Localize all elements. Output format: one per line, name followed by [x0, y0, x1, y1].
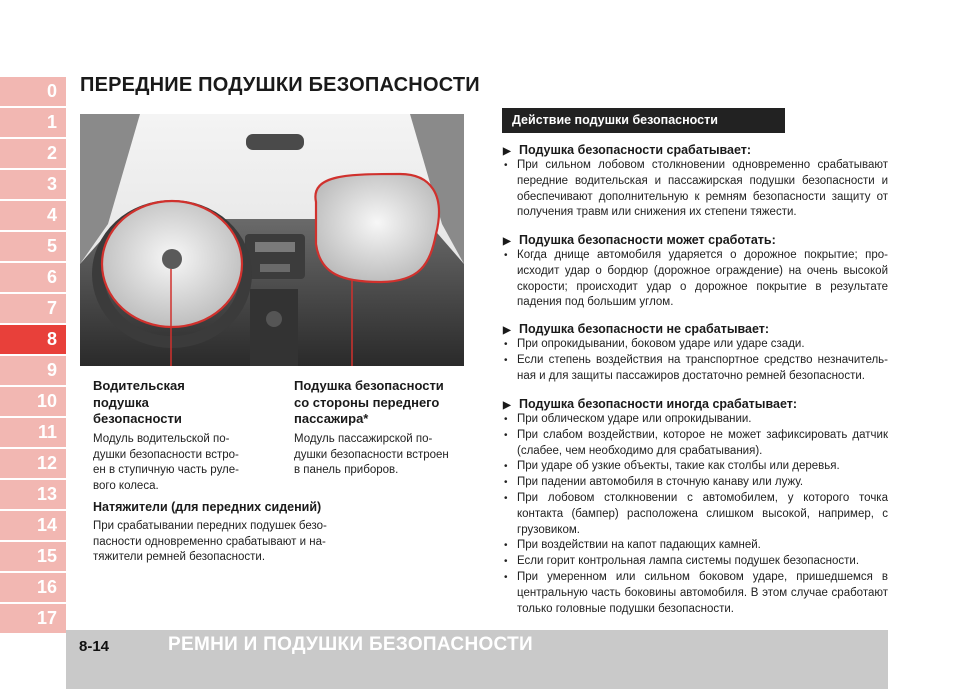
chapter-tab-10[interactable]: 10: [0, 387, 66, 416]
subsection-heading-sometimes: ▶ Подушка безопасности иногда срабатывает:: [503, 397, 798, 411]
list-item: • При ударе об узкие объекты, такие как столбы или деревья.: [503, 459, 888, 475]
chapter-tab-11[interactable]: 11: [0, 418, 66, 447]
chapter-tab-4[interactable]: 4: [0, 201, 66, 230]
passenger-airbag-heading: Подушка безопасности со стороны переднего пассажира*: [294, 378, 444, 426]
pretensioners-description: При срабатывании передних подушек безо- пасности одновременно срабатывают и на- тяжители ремней безопасности.: [93, 520, 327, 563]
triangle-bullet-icon: ▶: [503, 236, 511, 247]
chapter-tab-0[interactable]: 0: [0, 77, 66, 106]
list-item: • Если горит контрольная лампа системы подушек безопасности.: [503, 554, 888, 570]
subsection-heading-not-deploy: ▶ Подушка безопасности не срабатывает:: [503, 322, 770, 336]
chapter-tab-13[interactable]: 13: [0, 480, 66, 509]
chapter-tab-12[interactable]: 12: [0, 449, 66, 478]
list-item: • При умеренном или сильном боковом ударе, пришедшемся в центральную часть боковины автомобиля. В этом случае сработают только головные подушки безопасности.: [503, 570, 888, 617]
chapter-tab-7[interactable]: 7: [0, 294, 66, 323]
footer-chapter-title: РЕМНИ И ПОДУШКИ БЕЗОПАСНОСТИ: [168, 634, 533, 655]
passenger-airbag-description: Модуль пассажирской по- душки безопасности встроен в панель приборов.: [294, 433, 449, 476]
chapter-tab-16[interactable]: 16: [0, 573, 66, 602]
list-item: • При облическом ударе или опрокидывании.: [503, 412, 888, 428]
subsection-list-deploys: [503, 158, 888, 221]
triangle-bullet-icon: ▶: [503, 325, 511, 336]
driver-airbag-description: Модуль водительской по- душки безопасности встро- ен в ступичную часть руле- вого колеса.: [93, 433, 239, 492]
chapter-tab-2[interactable]: 2: [0, 139, 66, 168]
chapter-tabs: [0, 77, 66, 635]
list-item: • Когда днище автомобиля ударяется о дорожное покрытие; про-исходит удар о бордюр (дорожное ограждение) на очень высокой скорости; происходит удар о дорожное покрытие в результате падения под большим углом.: [503, 248, 888, 311]
chapter-tab-9[interactable]: 9: [0, 356, 66, 385]
subsection-heading-deploys: ▶ Подушка безопасности срабатывает:: [503, 143, 752, 157]
list-item: • При воздействии на капот падающих камней.: [503, 538, 888, 554]
triangle-bullet-icon: ▶: [503, 146, 511, 157]
subsection-list-not-deploy: [503, 337, 888, 384]
list-item: • При сильном лобовом столкновении одновременно срабатывают передние водительская и пассажирская подушки безопасности и обеспечивают дополнительную к ремням безопасности защиту от получения травм или снижения их степени тяжести.: [503, 158, 888, 221]
driver-airbag-heading: Водительская подушка безопасности: [93, 378, 185, 426]
chapter-tab-14[interactable]: 14: [0, 511, 66, 540]
subsection-list-may-deploy: [503, 248, 888, 311]
chapter-tab-15[interactable]: 15: [0, 542, 66, 571]
list-item: • При слабом воздействии, которое не может зафиксировать датчик (слабее, чем необходимо для срабатывания).: [503, 428, 888, 460]
list-item: • При лобовом столкновении с автомобилем, у которого точка контакта (бампер) расположена слишком высокой, например, с грузовиком.: [503, 491, 888, 538]
triangle-bullet-icon: ▶: [503, 400, 511, 411]
chapter-tab-5[interactable]: 5: [0, 232, 66, 261]
subsection-heading-may-deploy: ▶ Подушка безопасности может сработать:: [503, 233, 776, 247]
page-title: ПЕРЕДНИЕ ПОДУШКИ БЕЗОПАСНОСТИ: [80, 74, 480, 96]
chapter-tab-8-active[interactable]: 8: [0, 325, 66, 354]
dashboard-airbag-photo: [80, 114, 464, 366]
list-item: • Если степень воздействия на транспортное средство незначитель-ная и для защиты пассажиров достаточно ремней безопасности.: [503, 353, 888, 385]
subsection-list-sometimes: [503, 412, 888, 617]
list-item: • При опрокидывании, боковом ударе или ударе сзади.: [503, 337, 888, 353]
section-title-bar: Действие подушки безопасности: [502, 108, 785, 133]
chapter-tab-6[interactable]: 6: [0, 263, 66, 292]
chapter-tab-3[interactable]: 3: [0, 170, 66, 199]
list-item: • При падении автомобиля в сточную канаву или лужу.: [503, 475, 888, 491]
chapter-tab-1[interactable]: 1: [0, 108, 66, 137]
pretensioners-heading: Натяжители (для передних сидений): [93, 500, 322, 514]
chapter-tab-17[interactable]: 17: [0, 604, 66, 633]
page-number: 8-14: [79, 638, 110, 655]
page-footer: [66, 630, 888, 689]
